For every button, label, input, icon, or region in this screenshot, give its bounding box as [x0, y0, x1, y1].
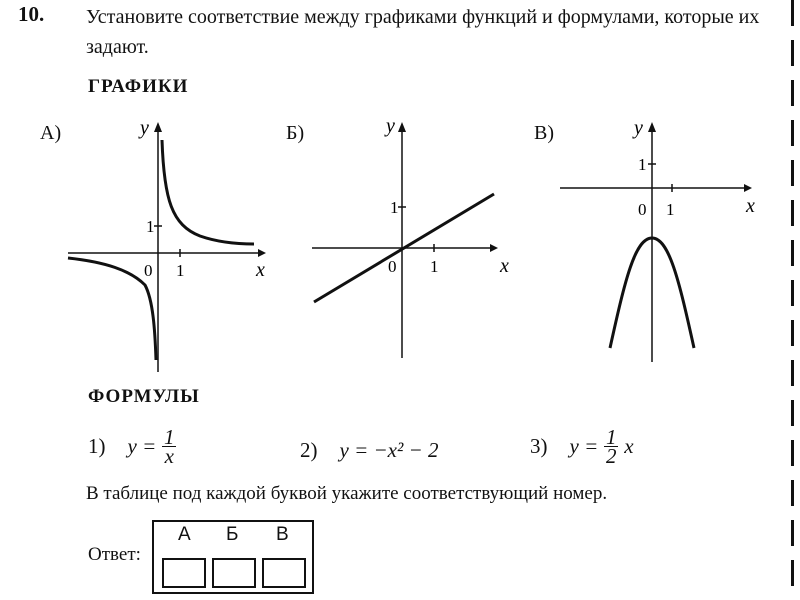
- answer-cell-c[interactable]: [262, 558, 306, 588]
- formula-1-denominator: x: [164, 444, 174, 468]
- graph-c-x-tick-label: 1: [666, 200, 675, 219]
- answer-label: Ответ:: [88, 544, 141, 565]
- graph-c-origin-label: 0: [638, 200, 647, 219]
- graph-b-x-label: x: [500, 255, 509, 277]
- formula-3: [530, 425, 634, 468]
- formula-3-denominator: 2: [606, 444, 617, 468]
- answer-cell-a[interactable]: [162, 558, 206, 588]
- graph-b-y-label: y: [386, 115, 395, 137]
- graph-a-y-tick-label: 1: [146, 217, 155, 236]
- graph-c-x-arrow: [744, 184, 752, 192]
- formula-3-index: 3): [530, 434, 548, 458]
- formula-3-fraction: [604, 425, 618, 468]
- graph-c-y-tick-label: 1: [638, 155, 647, 174]
- graph-a-x-label: x: [256, 259, 265, 281]
- graphs-heading: ГРАФИКИ: [88, 76, 189, 97]
- task-text: Установите соответствие между графиками функций и формулами, которые их задают.: [86, 6, 760, 58]
- formula-1-numerator: 1: [164, 425, 175, 449]
- answer-col-c-header: В: [276, 524, 289, 545]
- formula-2: [300, 438, 438, 463]
- instruction-text: В таблице под каждой буквой укажите соответствующий номер.: [86, 483, 608, 504]
- formula-1: [88, 425, 176, 468]
- task-number: 10.: [18, 2, 45, 26]
- graph-c-x-label: x: [746, 195, 755, 217]
- graph-b-origin-label: 0: [388, 257, 397, 276]
- formula-2-index: 2): [300, 438, 318, 462]
- graph-b-y-tick-label: 1: [390, 198, 399, 217]
- graph-a-origin-label: 0: [144, 261, 153, 280]
- formula-1-fraction: [162, 425, 176, 468]
- answer-col-b-header: Б: [226, 524, 239, 545]
- graph-c-y-label: y: [634, 117, 643, 139]
- formula-1-index: 1): [88, 434, 106, 458]
- formula-3-tail: x: [624, 434, 634, 458]
- graph-b-label: Б): [286, 122, 305, 144]
- graph-a-y-label: y: [140, 117, 149, 139]
- graph-b-x-tick-label: 1: [430, 257, 439, 276]
- formula-1-lhs: y =: [127, 434, 157, 458]
- formulas-heading: ФОРМУЛЫ: [88, 386, 200, 407]
- answer-table: [152, 520, 314, 594]
- formula-2-lhs: y = −x² − 2: [339, 438, 439, 462]
- margin-rule: [791, 0, 794, 600]
- graph-c-label: В): [534, 122, 554, 144]
- formula-3-lhs: y =: [569, 434, 599, 458]
- answer-cell-b[interactable]: [212, 558, 256, 588]
- graph-a-label: А): [40, 122, 62, 144]
- graph-c-y-arrow: [648, 122, 656, 132]
- answer-col-a-header: А: [178, 524, 191, 545]
- formula-3-numerator: 1: [606, 425, 617, 449]
- graph-a-x-tick-label: 1: [176, 261, 185, 280]
